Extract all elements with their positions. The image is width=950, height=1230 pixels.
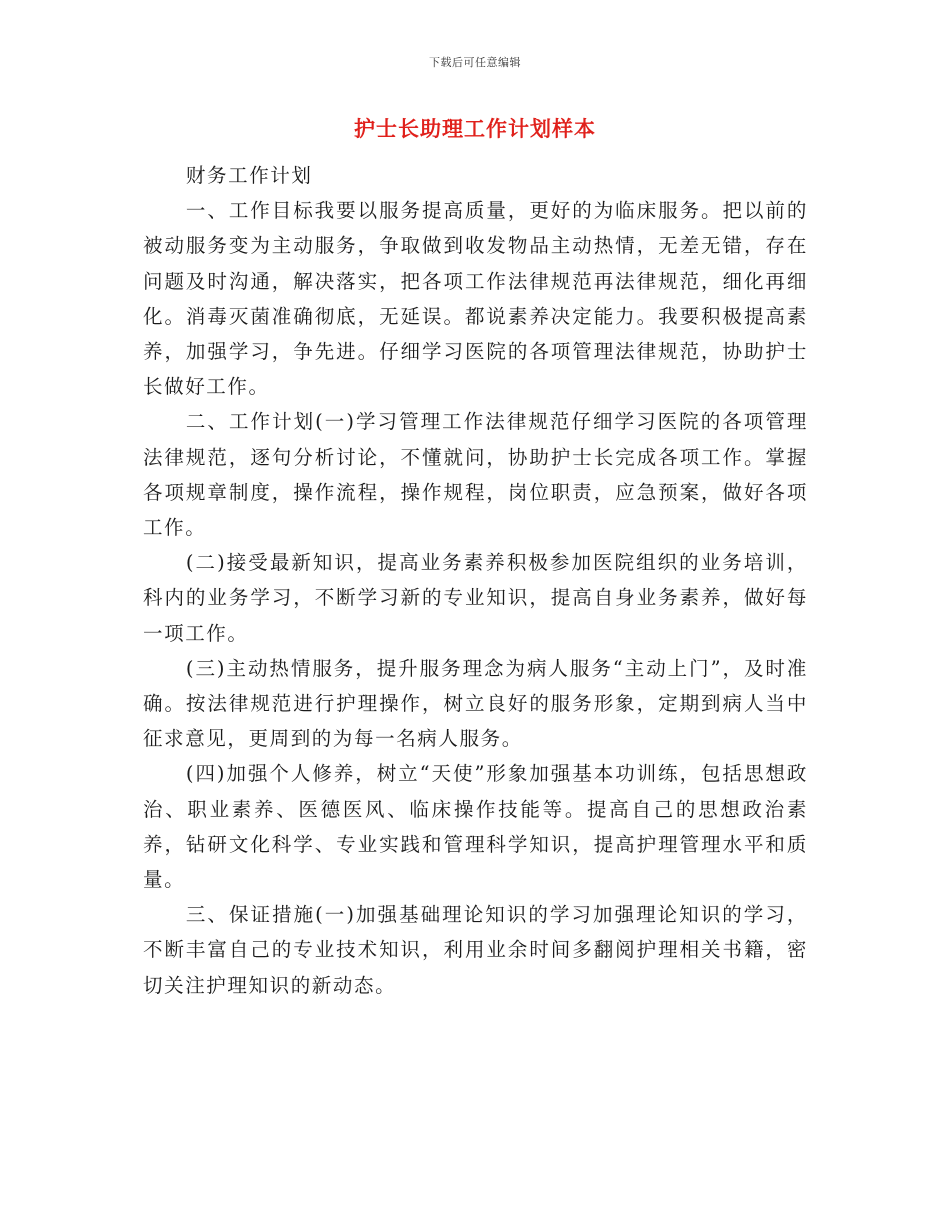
document-title: 护士长助理工作计划样本 [354, 116, 596, 141]
document-body [143, 158, 808, 1003]
paragraph: 一、工作目标我要以服务提高质量，更好的为临床服务。把以前的被动服务变为主动服务，争取做到收发物品主动热情，无差无错，存在问题及时沟通，解决落实，把各项工作法律规范再法律规范，细化再细化。消毒灭菌准确彻底，无延误。都说素养决定能力。我要积极提高素养，加强学习，争先进。仔细学习医院的各项管理法律规范，协助护士长做好工作。 [143, 199, 808, 399]
paragraph: 二、工作计划(一)学习管理工作法律规范仔细学习医院的各项管理法律规范，逐句分析讨论，不懂就问，协助护士长完成各项工作。掌握各项规章制度，操作流程，操作规程，岗位职责，应急预案，做好各项工作。 [143, 410, 808, 540]
paragraph: (四)加强个人修养，树立“天使”形象加强基本功训练，包括思想政治、职业素养、医德医风、临床操作技能等。提高自己的思想政治素养，钻研文化科学、专业实践和管理科学知识，提高护理管理水平和质量。 [143, 762, 808, 892]
paragraph: 三、保证措施(一)加强基础理论知识的学习加强理论知识的学习，不断丰富自己的专业技术知识，利用业余时间多翻阅护理相关书籍，密切关注护理知识的新动态。 [143, 903, 808, 997]
header-note: 下载后可任意编辑 [429, 56, 521, 69]
paragraph: (三)主动热情服务，提升服务理念为病人服务“主动上门”，及时准确。按法律规范进行护理操作，树立良好的服务形象，定期到病人当中征求意见，更周到的为每一名病人服务。 [143, 656, 808, 751]
paragraph: (二)接受最新知识，提高业务素养积极参加医院组织的业务培训，科内的业务学习，不断学习新的专业知识，提高自身业务素养，做好每一项工作。 [143, 551, 808, 645]
section-heading: 财务工作计划 [185, 164, 313, 187]
